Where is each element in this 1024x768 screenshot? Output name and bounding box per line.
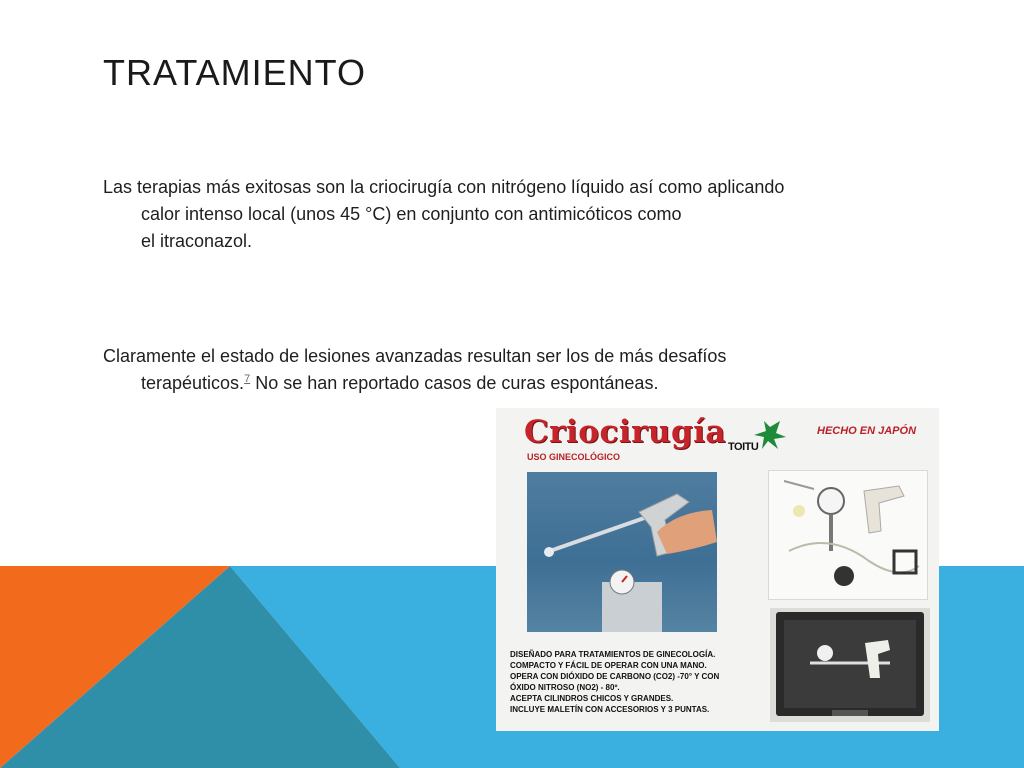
instrument-kit-illustration — [769, 471, 929, 601]
ad-feature-list — [510, 649, 770, 715]
ad-feature-item: COMPACTO Y FÁCIL DE OPERAR CON UNA MANO. — [510, 661, 707, 670]
ad-made-in-badge: HECHO EN JAPÓN — [817, 425, 917, 437]
ad-feature-item: OPERA CON DIÓXIDO DE CARBONO (CO2) -70° Y CON — [510, 672, 720, 681]
cryo-probe-illustration — [527, 472, 717, 632]
toitu-logo-icon — [724, 419, 802, 459]
paragraph-text: No se han reportado casos de curas espontáneas. — [250, 373, 659, 393]
cryo-probe-photo — [527, 472, 717, 632]
carry-case-photo — [770, 608, 930, 722]
ad-feature-item: INCLUYE MALETÍN CON ACCESORIOS Y 3 PUNTAS. — [510, 705, 710, 714]
instrument-kit-photo — [768, 470, 928, 600]
slide-title: TRATAMIENTO — [103, 52, 366, 93]
carry-case-illustration — [770, 608, 930, 722]
ad-brand-title: Criocirugía — [524, 414, 727, 450]
cryosurgery-product-image — [496, 408, 939, 731]
ad-feature-item: ÓXIDO NITROSO (NO2) - 80º. — [510, 683, 620, 692]
paragraph-lesions — [103, 343, 943, 397]
ad-logo-text: TOITU — [728, 441, 759, 453]
paragraph-line: calor intenso local (unos 45 °C) en conjunto con antimicóticos como — [141, 204, 682, 224]
paragraph-line: Las terapias más exitosas son la criocirugía con nitrógeno líquido así como aplicando — [103, 177, 785, 197]
ad-feature-item: DISEÑADO PARA TRATAMIENTOS DE GINECOLOGÍA. — [510, 650, 716, 659]
paragraph-text: terapéuticos. — [141, 373, 245, 393]
paragraph-line: el itraconazol. — [141, 231, 253, 251]
paragraph-line — [103, 370, 943, 397]
ad-feature-item: ACEPTA CILINDROS CHICOS Y GRANDES. — [510, 694, 674, 703]
paragraph-line: Claramente el estado de lesiones avanzadas resultan ser los de más desafíos — [103, 346, 727, 366]
paragraph-treatment — [103, 174, 943, 255]
reference-link[interactable]: 7 — [244, 373, 251, 385]
ad-subtitle: USO GINECOLÓGICO — [527, 452, 621, 462]
